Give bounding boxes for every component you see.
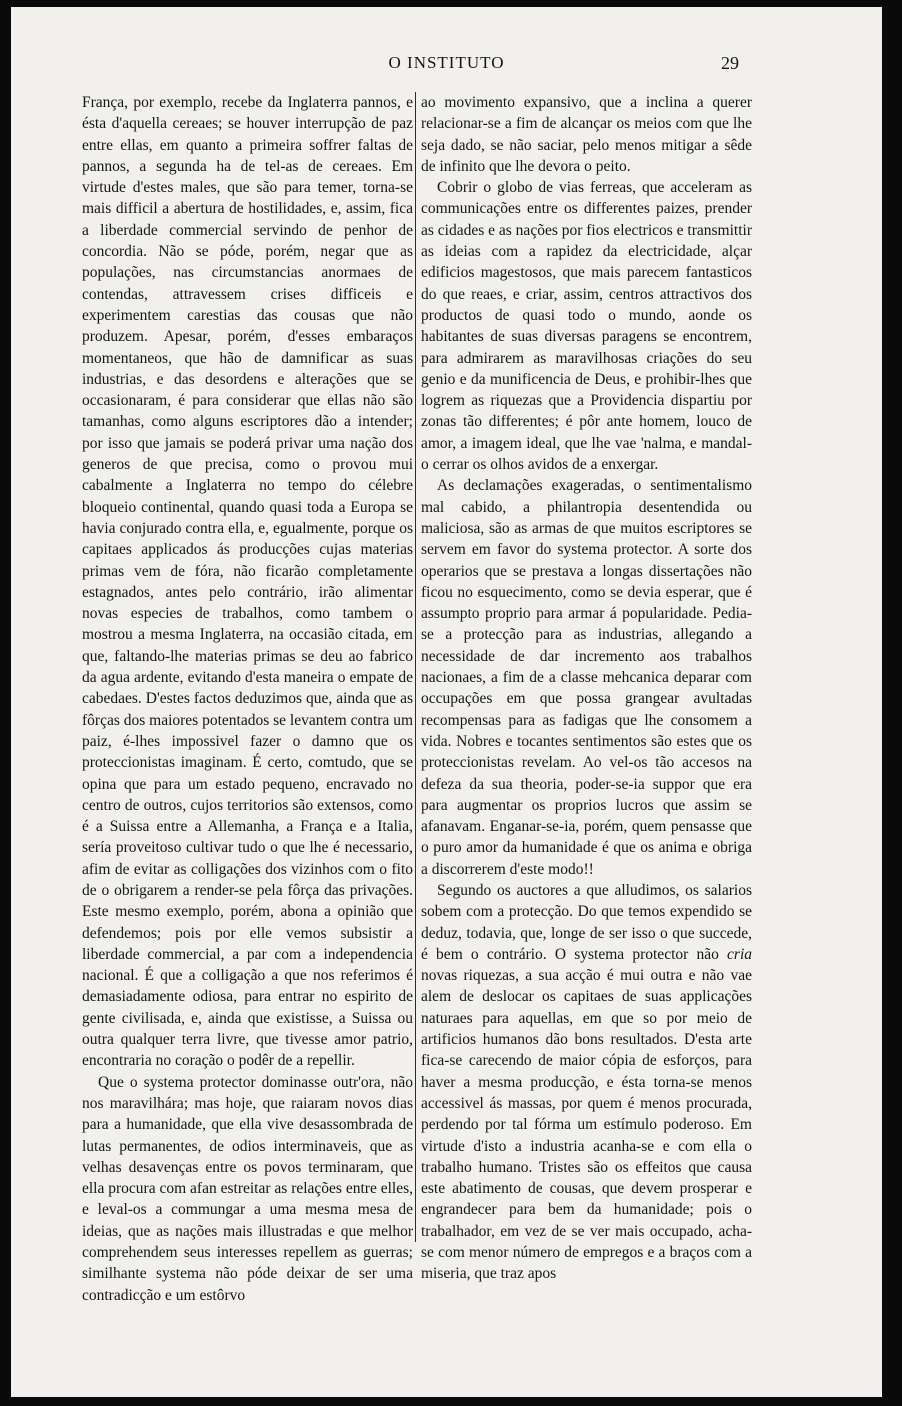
- emphasis-text: cria: [727, 945, 752, 963]
- scanned-page: [11, 7, 882, 1397]
- left-column: [82, 92, 413, 1306]
- paragraph: As declamações exageradas, o sentimentalismo mal cabido, a philantropia desentendida ou maliciosa, são as armas de que muitos escriptores se servem em favor do systema protector. A sorte dos operarios que se prestava a longas dissertações não ficou no esquecimento, como se devia esperar, que é assumpto proprio para armar á popularidade. Pedia-se a protecção para as industrias, allegando a necessidade de dar incremento aos trabalhos nacionaes, a fim de a classe mehcanica deparar com occupações em que possa grangear avultadas recompensas para as fadigas que lhe consomem a vida. Nobres e tocantes sentimentos são estes que os proteccionistas revelam. Ao vel-os tão accesos na defeza da sua theoria, poder-se-ia suppor que era para augmentar os proprios lucros que assim se afanavam. Enganar-se-ia, porém, quem pensasse que o puro amor da humanidade é que os anima e obriga a discorrerem d'este modo!!: [421, 477, 752, 878]
- text-run: novas riquezas, a sua acção é mui outra e não vae alem de deslocar os capitaes de suas applicações naturaes para aquellas, em que so por meio de artificios humanos dão bons resultados. D'esta arte fica-se carecendo de maior cópia de esforços, para haver a mesma producção, e ésta torna-se menos accessivel ás massas, por quem é menos procurada, perdendo por tal fórma um estímulo poderoso. Em virtude d'isto a industria acanha-se e com ella o trabalho humano. Tristes são os effeitos que causa este abatimento de cousas, que devem prosperar e engrandecer para bem da humanidade; pois o trabalhador, em vez de se ver mais occupado, acha-se com menor número de empregos e a braços com a miseria, que traz apos: [421, 967, 752, 1283]
- page-header: [11, 53, 882, 79]
- right-column: [421, 92, 752, 1285]
- paragraph: Que o systema protector dominasse outr'ora, não nos maravilhára; mas hoje, que raiaram novos dias para a humanidade, que ella vive desassombrada de lutas permanentes, de odios interminaveis, que as velhas desavenças entre os povos terminaram, que ella procura com afan estreitar as relações entre elles, e leval-os a commungar a uma mesma mesa de ideias, que as nações mais illustradas e que melhor comprehendem seus interesses repellem as guerras; similhante systema não póde deixar de ser uma contradicção e um estôrvo: [82, 1073, 413, 1304]
- column-divider: [415, 92, 416, 1242]
- text-run: Segundo os auctores a que alludimos, os salarios sobem com a protecção. Do que temos expendido se deduz, todavia, que, longe de ser isso o que succede, é bem o contrário. O systema protector não: [421, 881, 752, 963]
- page-number: 29: [721, 53, 739, 73]
- running-title: O INSTITUTO: [388, 53, 505, 72]
- paragraph: ao movimento expansivo, que a inclina a querer relacionar-se a fim de alcançar os meios com que lhe seja dado, se não saciar, pelo menos mitigar a sêde de infinito que lhe devora o peito.: [421, 94, 752, 175]
- paragraph: Cobrir o globo de vias ferreas, que acceleram as communicações entre os differentes paizes, prender as cidades e as nações por fios electricos e transmittir as ideias com a rapidez da electricidade, alçar edificios magestosos, que mais parecem fantasticos do que reaes, e criar, assim, centros attractivos dos productos de quasi todo o mundo, aonde os habitantes de suas diversas paragens se encontrem, para admirarem as maravilhosas criações do seu genio e da munificencia de Deus, e prohibir-lhes que logrem as riquezas que a Providencia dispartiu por zonas tão differentes; é pôr ante homem, louco de amor, a imagem ideal, que lhe vae 'nalma, e mandal-o cerrar os olhos avidos de a enxergar.: [421, 179, 752, 474]
- paragraph: [421, 880, 752, 1285]
- paragraph: França, por exemplo, recebe da Inglaterra pannos, e ésta d'aquella cereaes; se houver interrupção de paz entre ellas, em quanto a primeira soffrer faltas de pannos, a segunda ha de tel-as de cereaes. Em virtude d'estes males, que são para temer, torna-se mais difficil a abertura de hostilidades, e, assim, fica a liberdade commercial servindo de penhor de concordia. Não se póde, porém, negar que as populações, nas circumstancias anormaes de contendas, attravessem crises difficeis e experimentem carestias das cousas que não produzem. Apesar, porém, d'esses embaraços momentaneos, que hão de damnificar as suas industrias, e das desordens e alterações que se occasionaram, é para considerar que ellas não são tamanhas, como alguns escriptores dão a intender; por isso que jamais se poderá privar uma nação dos generos de que precisa, como o provou mui cabalmente a Inglaterra no tempo do célebre bloqueio continental, quando quasi toda a Europa se havia conjurado contra ella, e, egualmente, porque os capitaes applicados ás producções cujas materias primas vem de fóra, não ficarão completamente estagnados, antes pelo contrário, irão alimentar novas especies de trabalhos, como tambem o mostrou a mesma Inglaterra, na occasião citada, em que, faltando-lhe materias primas se deu ao fabrico da agua ardente, evitando d'esta maneira o empate de cabedaes. D'estes factos deduzimos que, ainda que as fôrças dos maiores potentados se levantem contra um paiz, é-lhes impossivel fazer o damno que os proteccionistas imaginam. É certo, comtudo, que se opina que para um estado pequeno, encravado no centro de outros, cujos territorios são extensos, como é a Suissa entre a Allemanha, a França e a Italia, sería proveitoso cultivar tudo o que lhe é necessario, afim de evitar as colligações dos vizinhos com o fito de o obrigarem a render-se pela fôrça das privações. Este mesmo exemplo, porém, abona a opinião que defendemos; pois por elle vemos subsistir a liberdade commercial, a par com a independencia nacional. É que a colligação a que nos referimos é demasiadamente odiosa, para entrar no espirito de gente civilisada, e, ainda que existisse, a Suissa ou outra qualquer terra livre, que tivesse amor patrio, encontraria no coração o podêr de a repellir.: [82, 94, 413, 1070]
